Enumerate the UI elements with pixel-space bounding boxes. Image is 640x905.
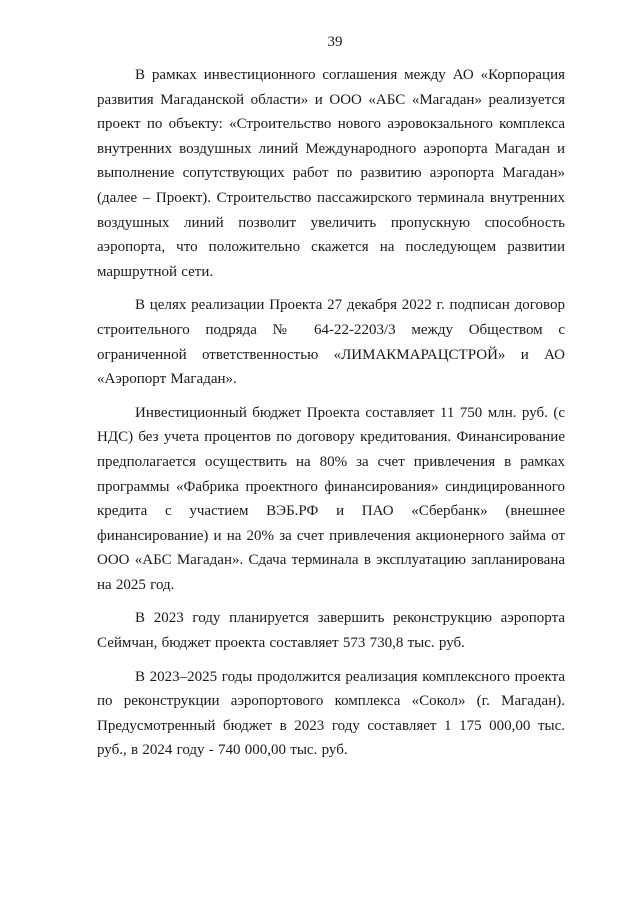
- paragraph-construction-contract: В целях реализации Проекта 27 декабря 2022 г. подписан договор строительного подряда № 64-22-2203/3 между Обществом с ограниченной ответственностью «ЛИМАКМАРАЦСТРОЙ» и АО «Аэропорт Магадан».: [97, 297, 565, 388]
- document-body: [97, 63, 565, 772]
- paragraph-investment-budget: Инвестиционный бюджет Проекта составляет 11 750 млн. руб. (с НДС) без учета процентов по договору кредитования. Финансирование предполагается осуществить на 80% за счет привлечения в рамках программы «Фабрика проектного финансирования» синдицированного кредита с участием ВЭБ.РФ и ПАО «Сбербанк» (внешнее финансирование) и на 20% за счет привлечения акционерного займа от ООО «АБС Магадан». Сдача терминала в эксплуатацию запланирована на 2025 год.: [97, 404, 565, 593]
- paragraph-investment-agreement: В рамках инвестиционного соглашения между АО «Корпорация развития Магаданской области» и ООО «АБС «Магадан» реализуется проект по объекту: «Строительство нового аэровокзального комплекса внутренних воздушных линий Международного аэропорта Магадан и выполнение сопутствующих работ по развитию аэропорта Магадан» (далее – Проект). Строительство пассажирского терминала внутренних воздушных линий позволит увеличить пропускную способность аэропорта, что положительно скажется на последующем развитии маршрутной сети.: [97, 67, 565, 280]
- paragraph-sokol-airport: В 2023–2025 годы продолжится реализация комплексного проекта по реконструкции аэропортового комплекса «Сокол» (г. Магадан). Предусмотренный бюджет в 2023 году составляет 1 175 000,00 тыс. руб., в 2024 году - 740 000,00 тыс. руб.: [97, 668, 565, 759]
- paragraph-seymchan-airport: В 2023 году планируется завершить реконструкцию аэропорта Сеймчан, бюджет проекта составляет 573 730,8 тыс. руб.: [97, 610, 565, 652]
- page-number: 39: [327, 34, 343, 50]
